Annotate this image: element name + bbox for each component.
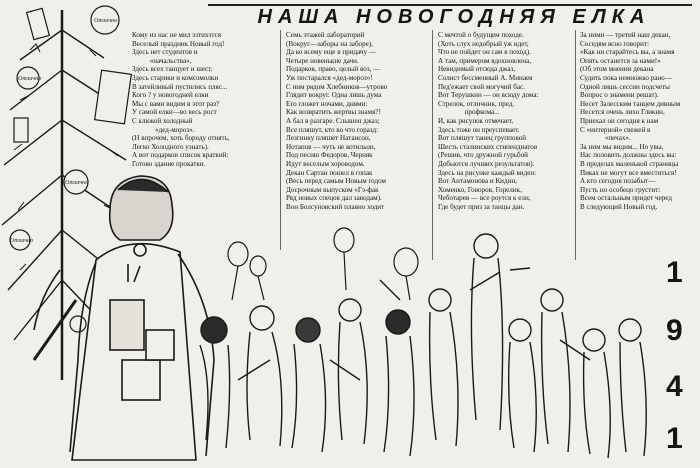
column-divider-1 xyxy=(280,30,281,250)
poem-column-3: С мечтой о будущем походе. (Хоть слух недобрый уж идет, Что не пойдет он сам в поход). А там, примером вдохновлена, Невидимый отсюда джаз, Солист бессменный А. Минаев Пед'ежает свой могучий бас. Вот Терушкин — он всюду дома: Стрелок, отличник, пред. профкома... И, как рисунок отмечает, Здесь тоже он преуспевает. Вот пляшут танец групповой Шесть сталинских стипендиатов (Решив, что дружной гурьбой Добьются лучших результатов). Здесь на рисунке каждый виден: Вот Антамонова и Кидин, Хоменко, Говоров, Горелик, Чеботарев — все роутся к ели, Где будет приз за танцы дан. xyxy=(438,31,539,211)
year-digit-2: 9 xyxy=(666,314,683,347)
ornament-label-1: Отлично xyxy=(94,18,118,24)
ornament-label-4: Отлично xyxy=(10,238,34,244)
poem-column-1: Кому из нас не мил эзтихэтся Веселый праздник Новый год! Здесь нет студентов и «начальства», Здесь всех танцует и шест. Здесь старики и комсомолки В затейливый пустились пляс... Кого ? у новогодней елки Мы с вами видим в этот раз? У самой елки—во весь рост С клюкой холодный «дед-мороз». (Н впрочем, хоть бороду отнять, Легко Холодного узнать). А вот подарков список краткий: Готово здание прокатки. xyxy=(132,31,230,168)
page-title: НАША НОВОГОДНЯЯ ЕЛКА xyxy=(257,6,651,28)
column-divider-2 xyxy=(432,30,433,260)
ornament-label-2: Отлично xyxy=(18,76,42,82)
year-digit-1: 1 xyxy=(666,256,683,289)
poem-column-2: Семь этажей лабораторий (Вокруг—заборы на заборе), Да ко всему еще в придачу — Четыре новенькие дачи. Подарков, право, целый воз, — Уж постарался «дед-мороз»! С ним рядом Хлебников—утрово Глядит вокруг. Одна лишь дума Его гложет ночами, днями: Как возвратить жертвы знамя?! А бал в разгаре. Слышен джаз; Все пляшут, кто во что горазд: Лезгинку пляшет Натансон, Нотапов — чуть не котильон, Под песню Федоров, Черняк Идут веселым хороводом. Декан Сартан пошел в гопак (Весь перед самым Новым годом Досрочным выпуском «Гэ-фак Ряд новых спецов дал заводам). Вон Болсуновский плавно ходит xyxy=(286,31,388,211)
year-digit-4: 1 xyxy=(666,422,683,455)
year-digit-3: 4 xyxy=(666,370,683,403)
poem-column-4: За ними — третий наш декан, Соседям ясно говорит: «Как ни старайтесь вы, а знамя Опять останется за нами!» (Об этом мнении декана Судить пока немножко рано— Одной лишь сессии подсчеты Вопрос о знамени решат). Несет Залесским танцем дивным Несется очень лихо Гликин, Приехал он сегодня к нам С «интерной» свежей в «печах». За ним мы видим... Но увы, Нас половить должны здесь вы: В пределах маленькой страницы Пиках не могут все вместиться! А кто сегодня позабыт— Пусть но особецо грустит: Всем остальным придет черед В следующий Новый год. xyxy=(580,31,681,211)
column-divider-3 xyxy=(575,30,576,260)
ornament-label-3: Отлично xyxy=(65,180,89,186)
